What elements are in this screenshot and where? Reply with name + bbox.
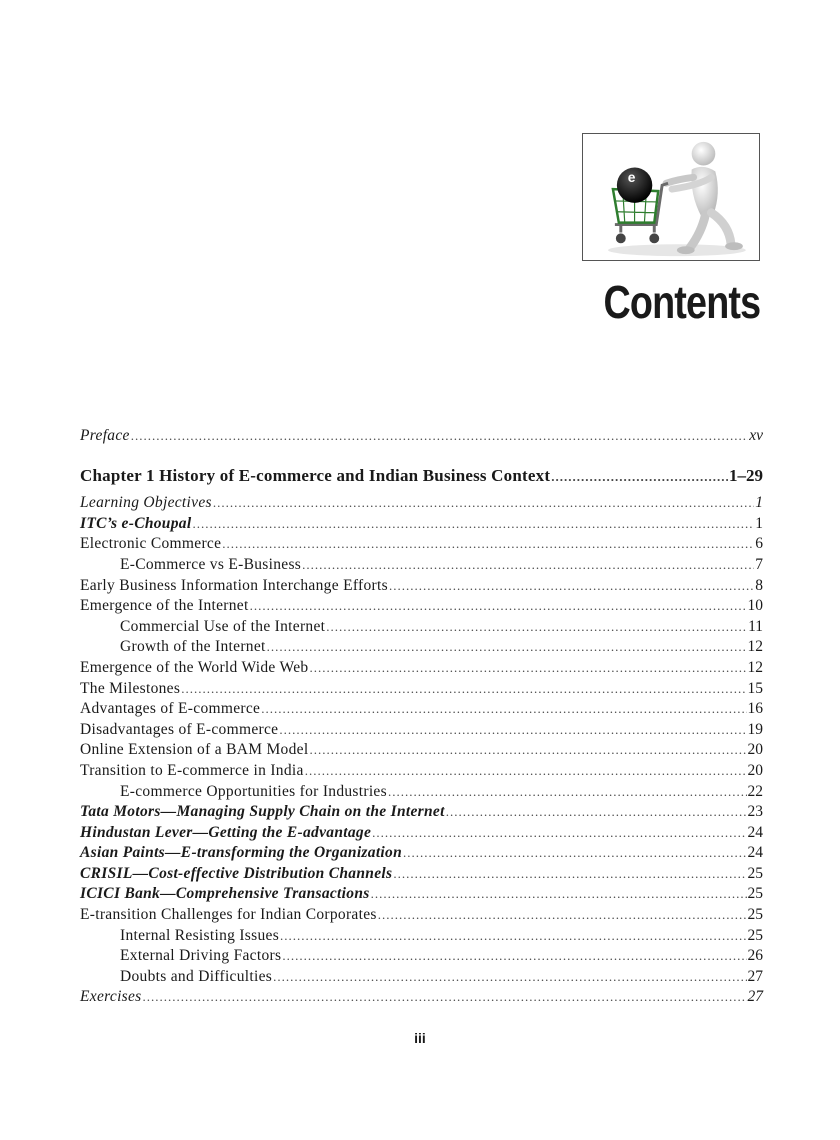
toc-entry-label: Growth of the Internet [120, 638, 266, 656]
toc-entry-page: 23 [747, 803, 763, 821]
toc-entry[interactable] [80, 926, 763, 947]
dot-leader [326, 617, 747, 638]
dot-leader [305, 761, 747, 782]
toc-entry-page: 1–29 [729, 465, 763, 485]
toc-entry-page: 10 [747, 597, 763, 615]
dot-leader [393, 864, 746, 885]
dot-leader [181, 679, 746, 700]
toc-entry[interactable] [80, 617, 763, 638]
dot-leader [222, 534, 754, 555]
toc-entry[interactable] [80, 555, 763, 576]
toc-entry[interactable] [80, 720, 763, 741]
dot-leader [273, 967, 746, 988]
toc-entry-page: 15 [747, 679, 763, 697]
toc-entry-label: E-commerce Opportunities for Industries [120, 782, 387, 800]
toc-entry-label: ICICI Bank—Comprehensive Transactions [80, 885, 370, 903]
toc-entry[interactable] [80, 658, 763, 679]
toc-entry[interactable] [80, 884, 763, 905]
toc-entry[interactable] [80, 802, 763, 823]
toc-entry[interactable] [80, 576, 763, 597]
toc-entry-label: Emergence of the Internet [80, 597, 249, 615]
toc-entry-page: 26 [747, 947, 763, 965]
toc-entry[interactable] [80, 823, 763, 844]
toc-entry-label: The Milestones [80, 679, 181, 697]
dot-leader [403, 843, 747, 864]
toc-entry[interactable] [80, 637, 763, 658]
toc-entry[interactable] [80, 679, 763, 700]
toc-entry-page: 25 [747, 906, 763, 924]
dot-leader [378, 905, 747, 926]
toc-entry[interactable] [80, 987, 763, 1008]
toc-entry-page: 6 [755, 535, 763, 553]
toc-entry-label: Doubts and Difficulties [120, 967, 273, 985]
chapter-illustration [582, 133, 760, 261]
toc-entry-label: Advantages of E-commerce [80, 700, 261, 718]
toc-entry-label: Emergence of the World Wide Web [80, 658, 309, 676]
toc-entry-label: Chapter 1 History of E-commerce and Indian Business Context [80, 465, 551, 485]
dot-leader [250, 596, 747, 617]
dot-leader [143, 987, 747, 1008]
dot-leader [388, 782, 747, 803]
toc-entry-label: Learning Objectives [80, 494, 212, 512]
toc-entry-page: 1 [755, 514, 763, 532]
dot-leader [267, 637, 747, 658]
toc-entry-page: 11 [748, 617, 763, 635]
toc-entry-label: Preface [80, 427, 130, 444]
toc-entry[interactable] [80, 534, 763, 555]
toc-entry-page: 24 [747, 844, 763, 862]
toc-entry-label: E-Commerce vs E-Business [120, 555, 302, 573]
dot-leader [192, 514, 754, 535]
toc-entry-page: xv [749, 427, 763, 444]
toc-entry[interactable] [80, 843, 763, 864]
toc-entry[interactable] [80, 514, 763, 535]
dot-leader [213, 493, 754, 514]
toc-entry-label: Online Extension of a BAM Model [80, 741, 309, 759]
toc-entry-page: 8 [755, 576, 763, 594]
toc-entry-page: 20 [747, 741, 763, 759]
dot-leader [279, 720, 746, 741]
dot-leader [302, 555, 754, 576]
dot-leader [131, 426, 749, 447]
dot-leader [446, 802, 747, 823]
toc-entry-page: 24 [747, 823, 763, 841]
toc-entry-page: 25 [747, 926, 763, 944]
toc-entry-label: Internal Resisting Issues [120, 926, 280, 944]
table-of-contents [80, 426, 763, 1008]
toc-entry-page: 22 [747, 782, 763, 800]
toc-entry-page: 27 [747, 967, 763, 985]
toc-entry-page: 27 [747, 988, 763, 1006]
toc-entry-label: External Driving Factors [120, 947, 282, 965]
toc-entry-page: 12 [747, 638, 763, 656]
dot-leader [371, 884, 747, 905]
toc-entry-label: Disadvantages of E-commerce [80, 720, 279, 738]
dot-leader [372, 823, 746, 844]
toc-entry[interactable] [80, 699, 763, 720]
toc-entry-label: Early Business Information Interchange Efforts [80, 576, 388, 594]
page-title: Contents [603, 276, 760, 328]
toc-entry-label: Commercial Use of the Internet [120, 617, 326, 635]
toc-entry[interactable] [80, 426, 763, 447]
toc-entry[interactable] [80, 946, 763, 967]
toc-entry[interactable] [80, 493, 763, 514]
toc-entry-page: 19 [747, 720, 763, 738]
toc-entry[interactable] [80, 740, 763, 761]
toc-entry-label: ITC’s e-Choupal [80, 514, 192, 532]
svg-text:e: e [627, 170, 636, 186]
toc-entry[interactable] [80, 905, 763, 926]
dot-leader [551, 467, 728, 488]
dot-leader [282, 946, 746, 967]
toc-entry[interactable] [80, 782, 763, 803]
toc-entry-page: 1 [755, 494, 763, 512]
toc-entry-label: Exercises [80, 988, 142, 1006]
dot-leader [280, 926, 746, 947]
toc-entry-page: 20 [747, 761, 763, 779]
toc-entry[interactable] [80, 466, 763, 488]
toc-entry-page: 16 [747, 700, 763, 718]
toc-entry[interactable] [80, 761, 763, 782]
dot-leader [261, 699, 746, 720]
dot-leader [389, 576, 754, 597]
toc-entry-label: Asian Paints—E-transforming the Organization [80, 844, 402, 862]
toc-entry-page: 12 [747, 658, 763, 676]
toc-entry-page: 7 [755, 555, 763, 573]
dot-leader [309, 658, 746, 679]
shopping-cart-figure-icon [583, 134, 759, 260]
toc-entry[interactable] [80, 596, 763, 617]
toc-entry[interactable] [80, 967, 763, 988]
toc-entry-label: Hindustan Lever—Getting the E-advantage [80, 823, 372, 841]
toc-entry-page: 25 [747, 864, 763, 882]
toc-entry-label: Electronic Commerce [80, 535, 222, 553]
toc-entry-label: E-transition Challenges for Indian Corporates [80, 906, 377, 924]
toc-entry[interactable] [80, 864, 763, 885]
toc-entry-label: Transition to E-commerce in India [80, 761, 304, 779]
page-number: iii [414, 1030, 426, 1046]
dot-leader [309, 740, 746, 761]
toc-entry-label: Tata Motors—Managing Supply Chain on the Internet [80, 803, 445, 821]
toc-entry-page: 25 [747, 885, 763, 903]
toc-entry-label: CRISIL—Cost-effective Distribution Channels [80, 864, 393, 882]
